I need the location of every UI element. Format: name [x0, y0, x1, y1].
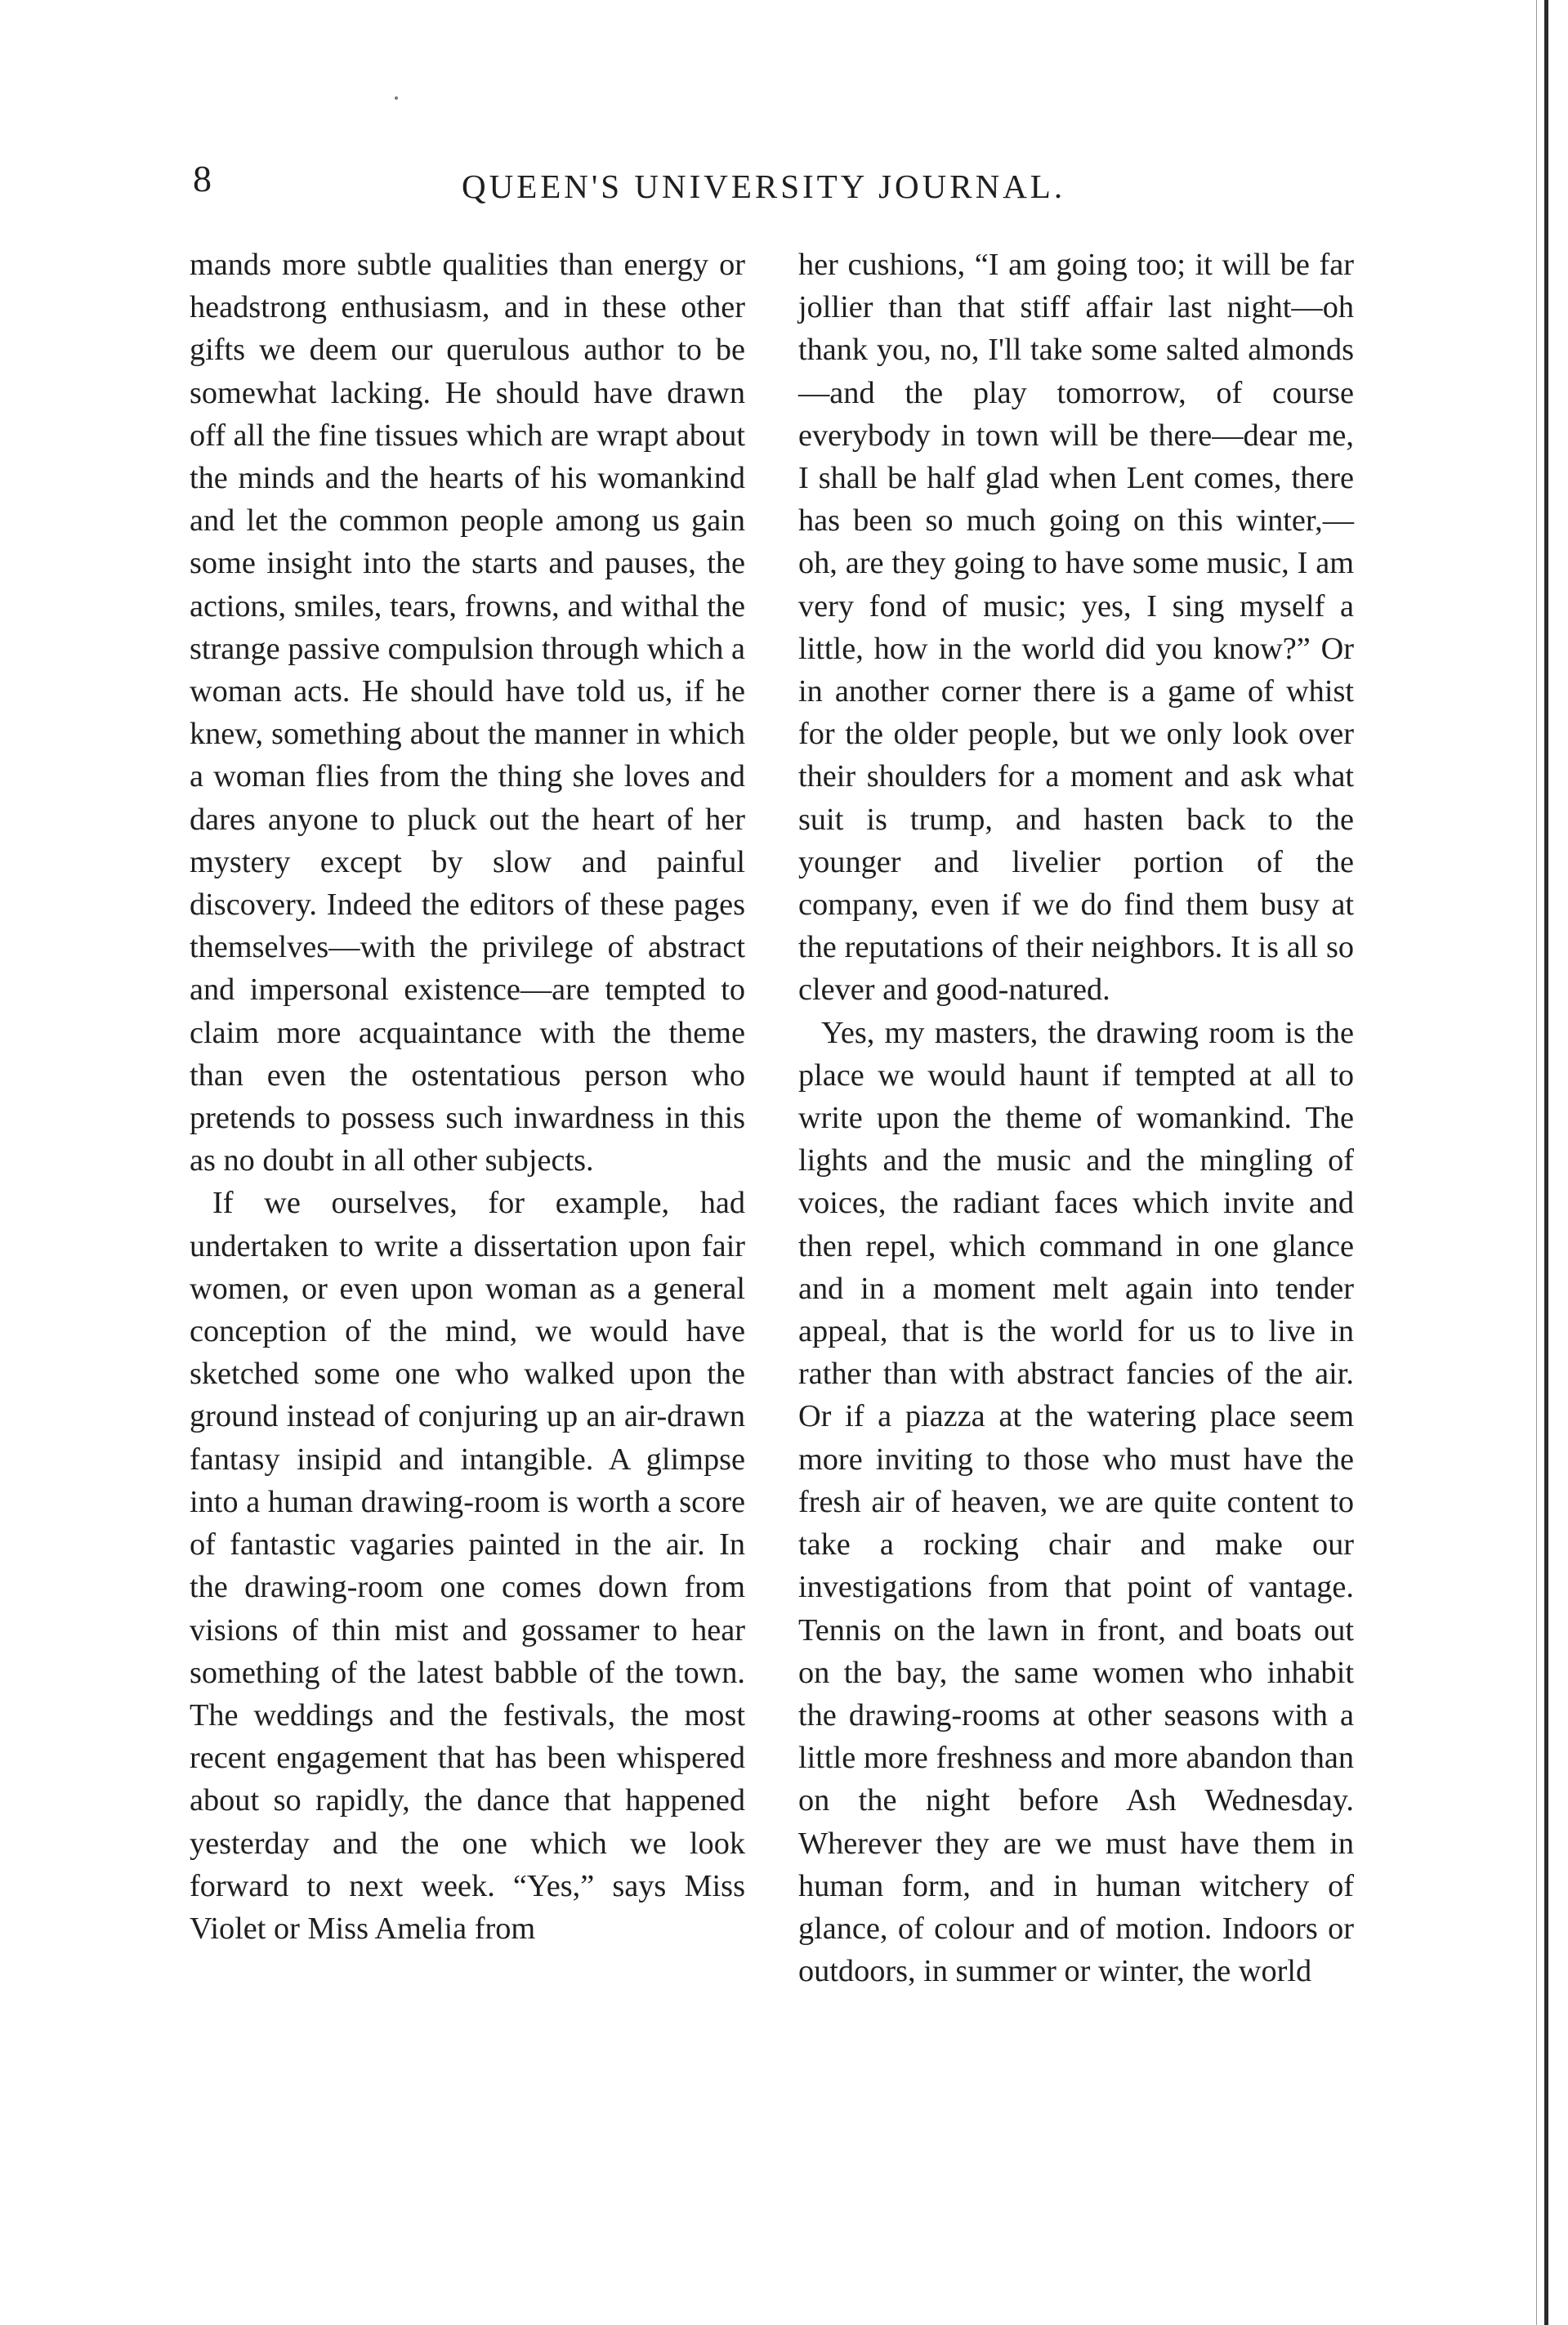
ink-speck — [395, 96, 398, 100]
right-column — [798, 244, 1354, 1992]
paragraph: If we ourselves, for example, had undertaken to write a dissertation upon fair women, or even upon woman as a general conception of the mind, we would have sketched some one who walked upon the ground instead of conjuring up an air-drawn fantasy insipid and intangible. A glimpse into a human drawing-room is worth a score of fantastic vagaries painted in the air. In the drawing-room one comes down from visions of thin mist and gossamer to hear something of the latest babble of the town. The weddings and the festivals, the most recent engagement that has been whispered about so rapidly, the dance that happened yesterday and the one which we look forward to next week. “Yes,” says Miss Violet or Miss Amelia from — [190, 1186, 745, 1946]
paragraph: her cushions, “I am going too; it will be far jollier than that stiff affair last night—oh thank you, no, I'll take some salted almonds—and the play tomorrow, of course everybody in town will be there—dear me, I shall be half glad when Lent comes, there has been so much going on this winter,—oh, are they going to have some music, I am very fond of music; yes, I sing myself a little, how in the world did you know?” Or in another corner there is a game of whist for the older people, but we only look over their shoulders for a moment and ask what suit is trump, and hasten back to the younger and livelier portion of the company, even if we do find them busy at the reputations of their neighbors. It is all so clever and good-natured. — [798, 248, 1354, 1008]
page-edge-shadow — [1536, 0, 1537, 2325]
paragraph: mands more subtle qualities than energy or headstrong enthusiasm, and in these other gifts we deem our querulous author to be somewhat lacking. He should have drawn off all the fine tissues which are wrapt about the minds and the hearts of his womankind and let the common people among us gain some insight into the starts and pauses, the actions, smiles, tears, frowns, and withal the strange passive compulsion through which a woman acts. He should have told us, if he knew, something about the manner in which a woman flies from the thing she loves and dares anyone to pluck out the heart of her mystery except by slow and painful discovery. Indeed the editors of these pages themselves—with the privilege of abstract and impersonal existence—are tempted to claim more acquaintance with the theme than even the ostentatious person who pretends to possess such inwardness in this as no doubt in all other subjects. — [190, 248, 745, 1178]
page-number: 8 — [193, 158, 212, 199]
running-title: QUEEN'S UNIVERSITY JOURNAL. — [462, 168, 1066, 205]
page-edge-rule — [1544, 0, 1548, 2325]
paragraph: Yes, my masters, the drawing room is the place we would haunt if tempted at all to write upon the theme of womankind. The lights and the music and the mingling of voices, the radiant faces which invite and then repel, which command in one glance and in a moment melt again into tender appeal, that is the world for us to live in rather than with abstract fancies of the air. Or if a piazza at the watering place seem more inviting to those who must have the fresh air of heaven, we are quite content to take a rocking chair and make our investigations from that point of vantage. Tennis on the lawn in front, and boats out on the bay, the same women who inhabit the drawing-rooms at other seasons with a little more freshness and more abandon than on the night before Ash Wednesday. Wherever they are we must have them in human form, and in human witchery of glance, of colour and of motion. Indoors or outdoors, in summer or winter, the world — [798, 1015, 1354, 1989]
left-column — [190, 244, 745, 1950]
